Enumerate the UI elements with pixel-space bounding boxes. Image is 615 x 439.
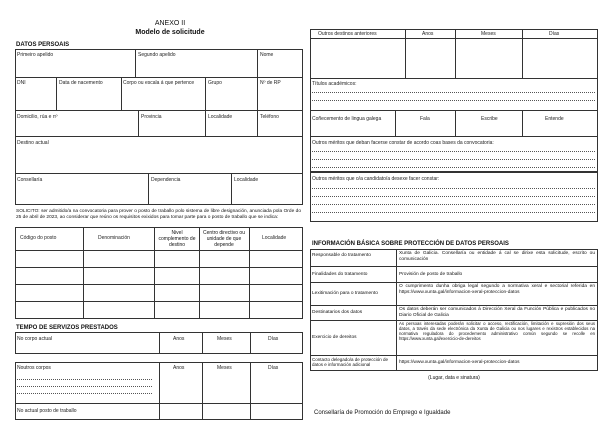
col-post-code: Código do posto xyxy=(20,235,57,241)
current-body-label: No corpo actual xyxy=(17,336,53,342)
department-field[interactable]: Consellaría xyxy=(17,177,43,183)
group-field[interactable]: Grupo xyxy=(208,80,222,86)
speak-label: Fala xyxy=(420,116,430,122)
other-bodies-label: Noutros corpos xyxy=(17,365,51,371)
footer-department: Consellaría de Promoción do Emprego e Igualdade xyxy=(314,410,451,416)
write-label: Escribe xyxy=(481,116,498,122)
dp-val-2: O cumprimento dunha obriga legal segundo a normativa xeral e sectorial referida en https://www.xunta.gal/informacion-xeral-proteccion-datos xyxy=(399,284,595,295)
birth-date-field[interactable]: Data de nacemento xyxy=(59,80,103,86)
galician-box xyxy=(310,110,598,137)
dp-key-5: Contacto delegado/a de protección de datos e información adicional xyxy=(312,357,389,368)
dependency-field[interactable]: Dependencia xyxy=(151,177,181,183)
dp-val-4: As persoas interesadas poderán solicitar o acceso, rectificación, limitación e supresión dos seus datos, a través da sede electrónica da Xunta de Galicia ou nos lugares e rexistros establecidos na normativa reguladora do procedemento administrativo común segundo se recolle en https://www.xunta.gal/exercicio-de-dereitos xyxy=(399,321,595,341)
months-label: Meses xyxy=(217,336,232,342)
dp-key-1: Finalidades do tratamento xyxy=(312,272,368,277)
dni-field[interactable]: DNI xyxy=(17,80,26,86)
data-protection-heading: INFORMACIÓN BÁSICA SOBRE PROTECCIÓN DE DATOS PERSOAIS xyxy=(312,241,509,247)
merits-candidate-label: Outros méritos que o/a candidato/a desexe facer constar: xyxy=(312,176,440,182)
academic-label: Títulos académicos: xyxy=(312,81,357,87)
prev-years-label: Anos xyxy=(422,31,434,37)
services-heading: TEMPO DE SERVIZOS PRESTADOS xyxy=(16,325,118,331)
annex-label: ANEXO II xyxy=(154,20,186,27)
body-scale-field[interactable]: Corpo ou escala á que pertence xyxy=(123,80,195,86)
days-label-2: Días xyxy=(268,365,279,371)
province-field[interactable]: Provincia xyxy=(141,114,162,120)
prev-days-label: Días xyxy=(549,31,560,37)
locality2-field[interactable]: Localidade xyxy=(234,177,259,183)
current-post-field[interactable]: Destino actual xyxy=(17,140,49,146)
col-level: Nivel complemento de destino xyxy=(158,230,196,248)
col-locality: Localidade xyxy=(262,235,287,241)
personal-data-heading: DATOS PERSOAIS xyxy=(16,42,70,48)
nrp-field[interactable]: Nº de RP xyxy=(260,80,281,86)
col-directive-centre: Centro directivo ou unidade de que depende xyxy=(203,230,245,248)
dp-key-2: Lexitimación para o tratamento xyxy=(312,291,378,296)
first-surname-field[interactable]: Primeiro apelido xyxy=(17,52,54,58)
dp-key-3: Destinatarios dos datos xyxy=(312,310,363,315)
prev-months-label: Meses xyxy=(481,31,496,37)
locality-field[interactable]: Localidade xyxy=(208,114,233,120)
merits-call-label: Outros méritos que deban facerse constar de acordo coas bases da convocatoria: xyxy=(312,140,494,146)
request-paragraph: SOLICITO: ser admitido/a na convocatoria para prover o posto de traballo polo sistema de libre designación, anunciada pola Orde do 25 de abril de 2023, ao considerar que reúno os requisitos exixidos para tomar parte para o posto de traballo que se indica: xyxy=(16,209,301,220)
understand-label: Entende xyxy=(545,116,564,122)
current-post-label: No actual posto de traballo xyxy=(17,408,77,414)
previous-posts-label: Outros destinos anteriores xyxy=(318,31,377,37)
second-surname-field[interactable]: Segundo apelido xyxy=(138,52,176,58)
address-field[interactable]: Domicilio, rúa e nº xyxy=(17,114,58,120)
col-denomination: Denominación xyxy=(98,235,130,241)
form-title: Modelo de solicitude xyxy=(135,29,205,36)
dp-val-0: Xunta de Galicia. Consellaría ou entidade á cal se dirixe esta solicitude, escrito ou comunicación xyxy=(399,251,595,262)
dp-val-1: Provisión de posto de traballo xyxy=(399,272,463,277)
dp-val-3: Os datos deberán ser comunicados á Dirección Xeral da Función Pública e publicados no Diario Oficial de Galicia xyxy=(399,307,595,318)
years-label-2: Anos xyxy=(173,365,185,371)
months-label-2: Meses xyxy=(217,365,232,371)
dp-val-5: https://www.xunta.gal/informacion-xeral-proteccion-datos xyxy=(399,360,520,365)
galician-label: Coñecemento de lingua galega xyxy=(312,116,382,122)
dp-key-0: Responsable do tratamento xyxy=(312,253,371,258)
signature-line: (Lugar, data e sinatura) xyxy=(428,375,480,381)
phone-field[interactable]: Teléfono xyxy=(260,114,279,120)
days-label: Días xyxy=(268,336,279,342)
dp-key-4: Exercicio de dereitos xyxy=(312,335,357,340)
years-label: Anos xyxy=(173,336,185,342)
name-field[interactable]: Nome xyxy=(260,52,274,58)
